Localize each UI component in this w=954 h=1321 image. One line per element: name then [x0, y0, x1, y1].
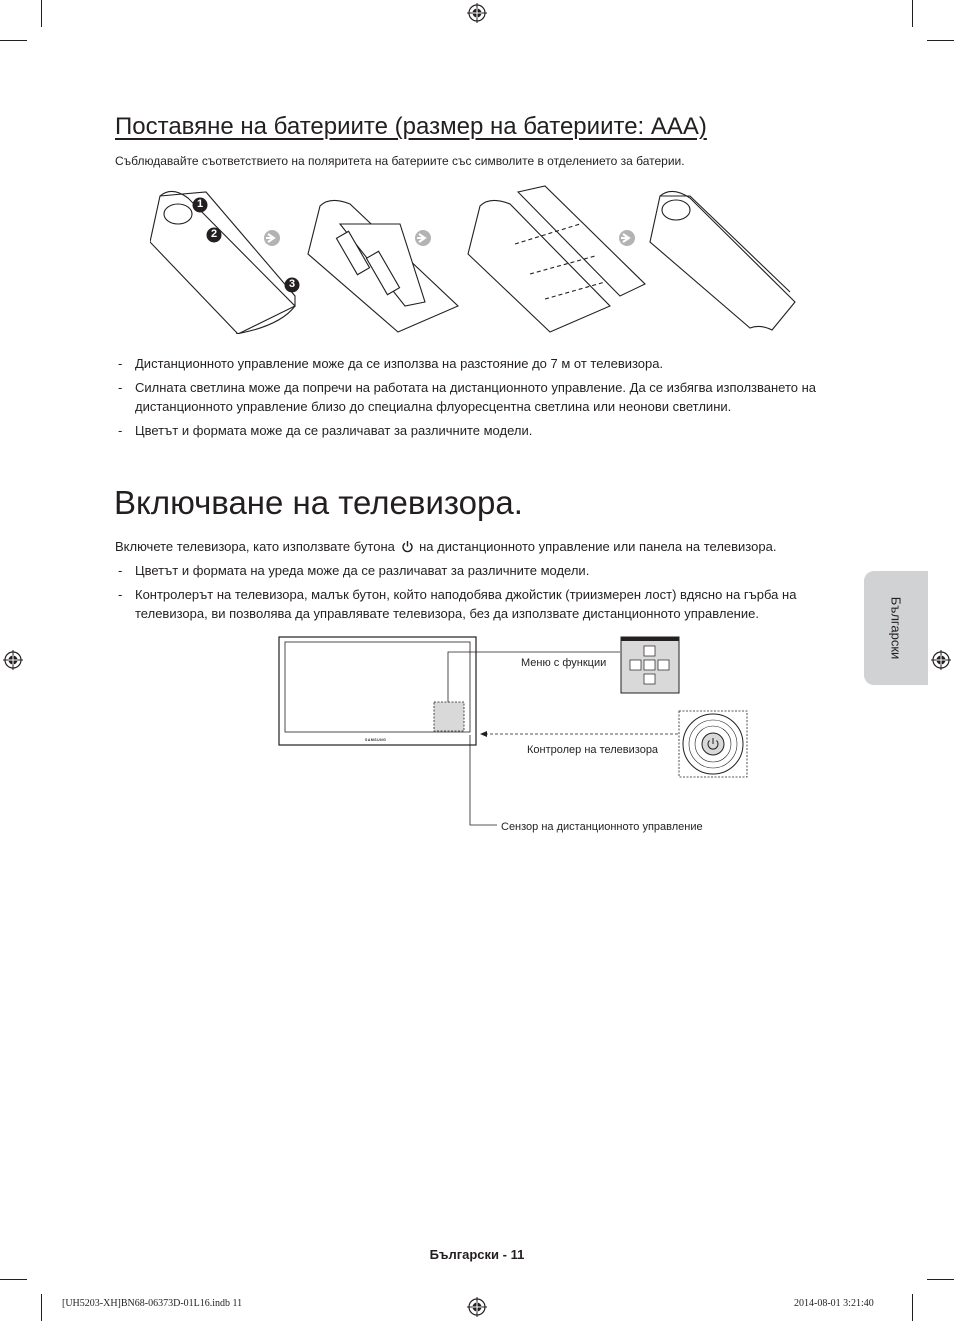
power-notes: [115, 561, 840, 628]
registration-mark-icon: [3, 650, 23, 670]
crop-mark: [41, 0, 42, 27]
step-label-1: 1: [196, 198, 204, 210]
tv-controller-diagram: [278, 636, 750, 832]
power-intro: [115, 537, 840, 556]
controller-area: [434, 702, 464, 731]
crop-mark: [912, 0, 913, 27]
crop-mark: [0, 40, 27, 41]
registration-mark-icon: [931, 650, 951, 670]
next-arrow-icon: [264, 230, 280, 246]
power-section-title: Включване на телевизора.: [114, 484, 523, 521]
step-label-3: 3: [288, 278, 296, 290]
list-item: - Дистанционното управление може да се използва на разстояние до 7 м от телевизора.: [115, 354, 840, 373]
next-arrow-icon: [415, 230, 431, 246]
power-icon: [401, 540, 414, 553]
battery-section-title: Поставяне на батериите (размер на батериите: AAA): [115, 113, 707, 140]
language-side-tab: [864, 571, 928, 685]
controller-label: Контролер на телевизора: [527, 744, 659, 756]
function-menu-label: Меню с функции: [521, 657, 607, 669]
function-menu-icon: [621, 637, 679, 693]
remote-cover-closed: [650, 191, 795, 330]
tv-brand-logo: SAMSUNG: [365, 738, 387, 742]
list-item: - Цветът и формата може да се различават за различните модели.: [115, 421, 840, 440]
step-label-2: 2: [210, 228, 218, 240]
registration-mark-icon: [467, 1297, 487, 1317]
list-item: - Силната светлина може да попречи на работата на дистанционното управление. Да се избягва използването на дистанционното управление близо до специална флуоресцентна светлина или неонови светлини.: [115, 378, 840, 416]
remote-back-cover-step-1: [150, 191, 295, 334]
crop-mark: [927, 40, 954, 41]
battery-installation-illustration: [150, 184, 800, 334]
remote-battery-compartment: [308, 200, 458, 332]
crop-mark: [41, 1294, 42, 1321]
list-item: - Контролерът на телевизора, малък бутон, който наподобява джойстик (триизмерен лост) вдясно на гърба на телевизора, ви позволява да управлявате телевизора, без да използвате дистанционното управление.: [115, 585, 840, 623]
list-item: - Цветът и формата на уреда може да се различават за различните модели.: [115, 561, 840, 580]
remote-sensor-label: Сензор на дистанционното управление: [501, 821, 703, 833]
crop-mark: [927, 1279, 954, 1280]
battery-intro: Съблюдавайте съответствието на поляритета на батериите със символите в отделението за батерии.: [115, 154, 685, 168]
file-slug: [UH5203-XH]BN68-06373D-01L16.indb 11: [62, 1298, 243, 1309]
crop-mark: [912, 1294, 913, 1321]
page-number: Български - 11: [429, 1247, 525, 1262]
power-intro-after: на дистанционното управление или панела на телевизора.: [419, 539, 777, 554]
side-tab-label: Български: [888, 596, 904, 660]
registration-mark-icon: [467, 3, 487, 23]
next-arrow-icon: [619, 230, 635, 246]
remote-cover-closing: [468, 186, 645, 332]
controller-button-icon: [679, 711, 747, 777]
power-intro-before: Включете телевизора, като използвате бутона: [115, 539, 395, 554]
print-datetime: 2014-08-01 3:21:40: [794, 1298, 874, 1309]
crop-mark: [0, 1279, 27, 1280]
battery-notes: [115, 354, 840, 445]
